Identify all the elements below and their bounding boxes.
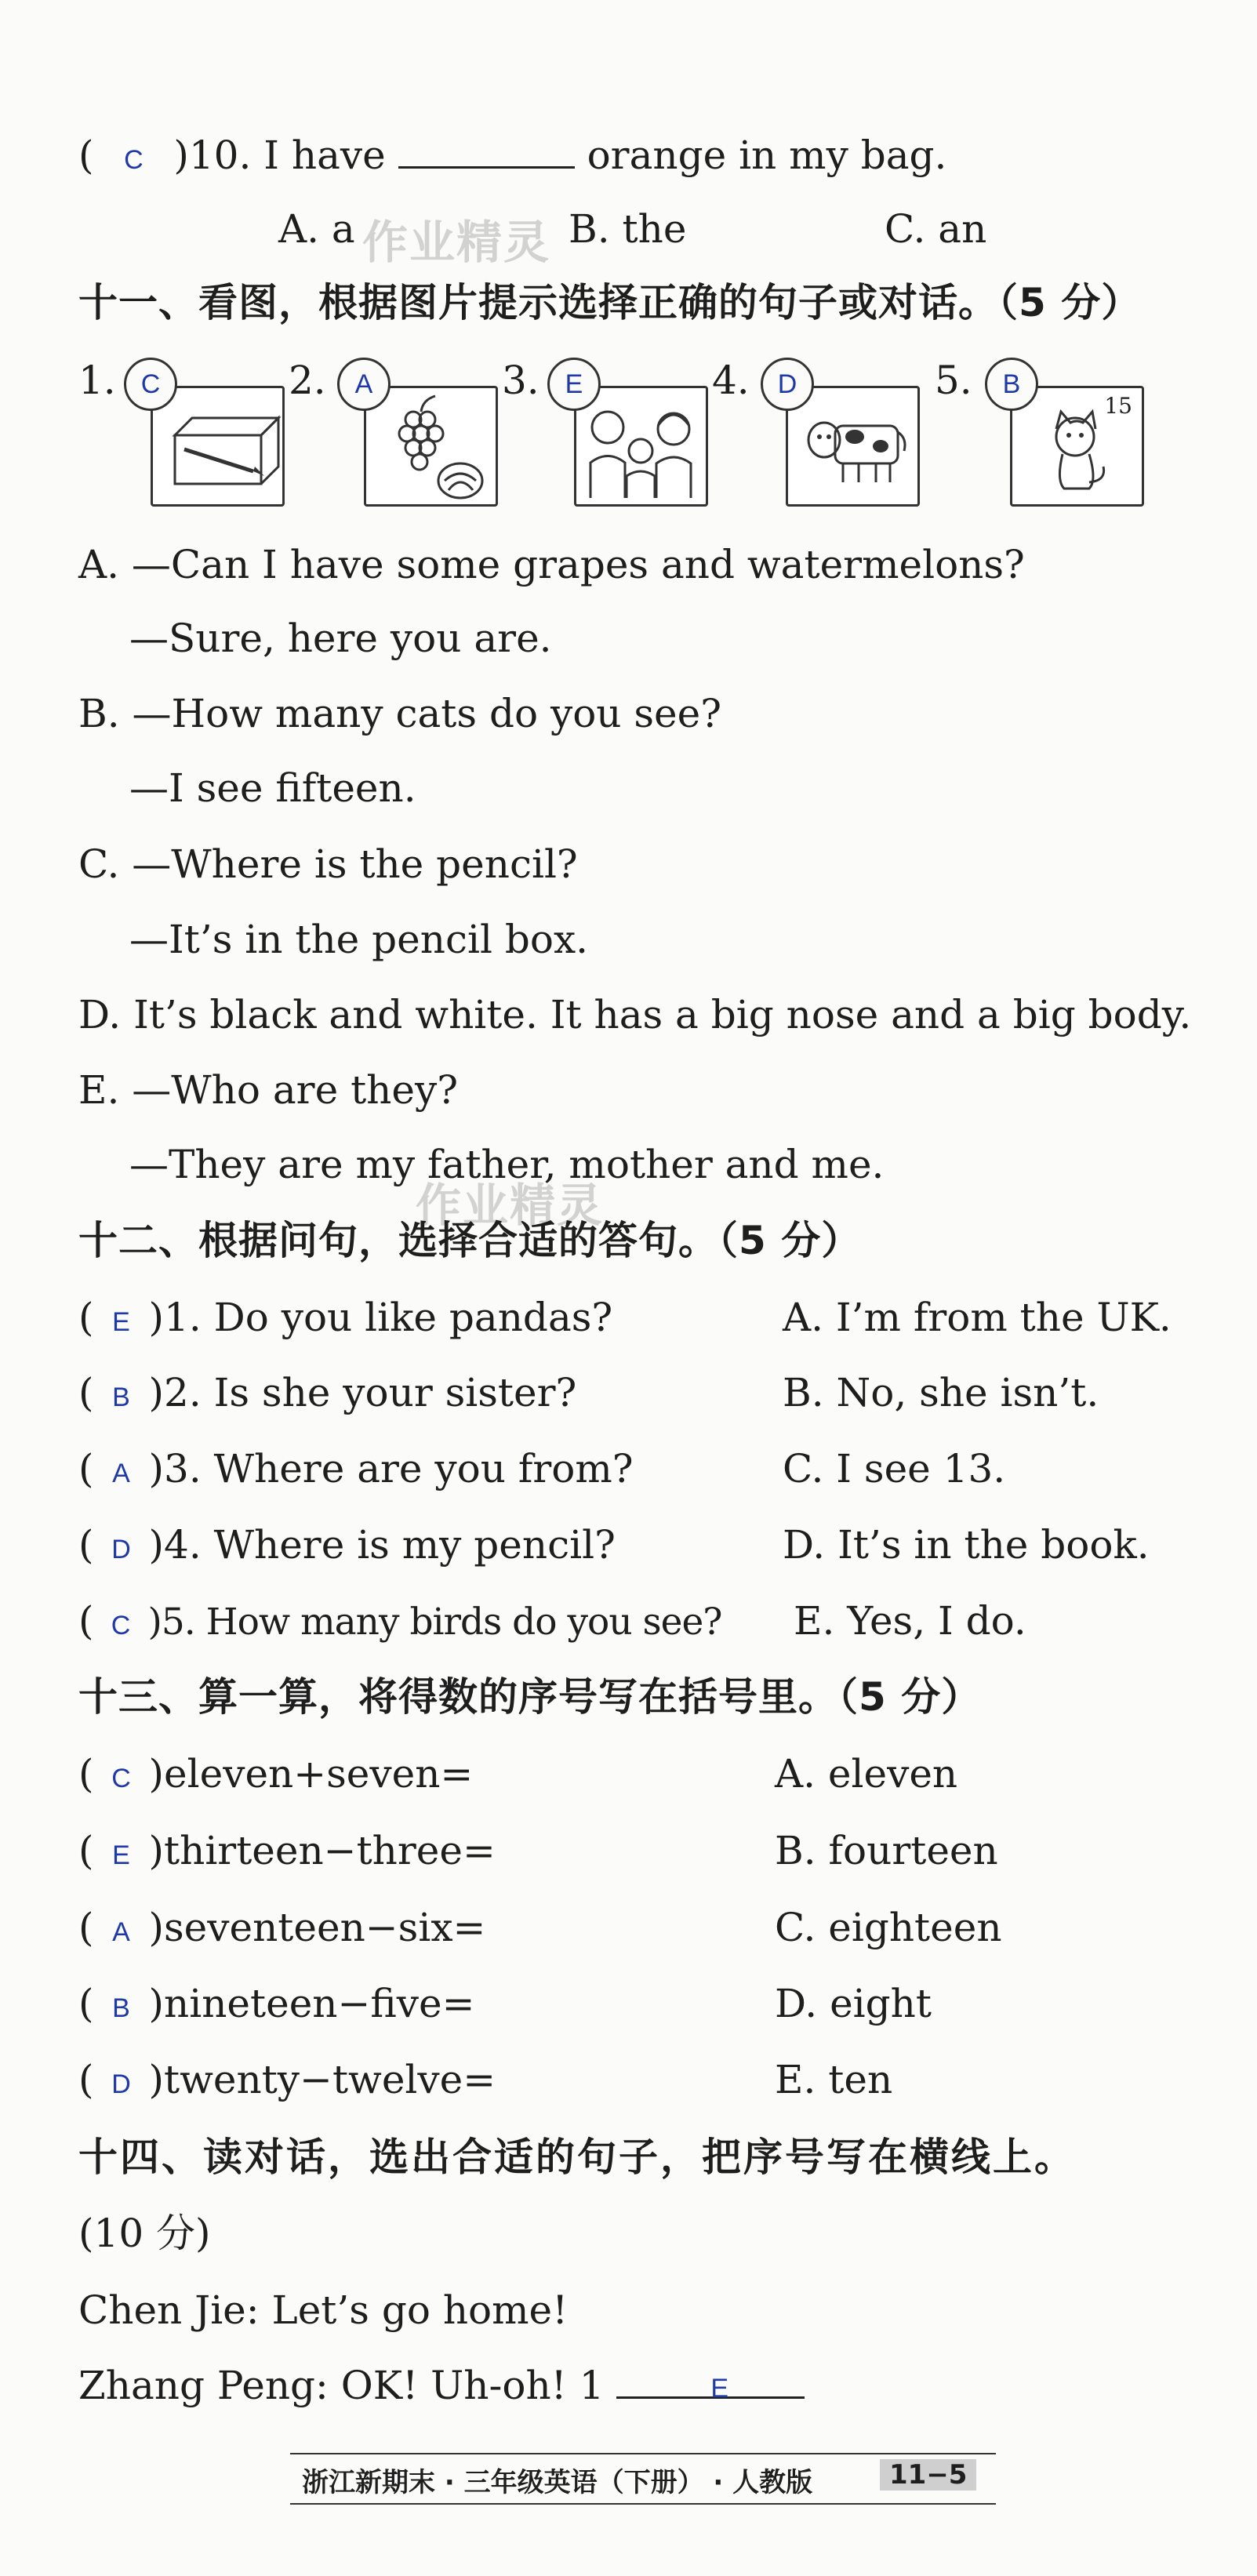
s13-question-5: )twenty−twelve=	[148, 2057, 496, 2102]
s12-option-a: A. I’m from the UK.	[783, 1295, 1172, 1340]
s12-answer-1[interactable]: E	[112, 1307, 130, 1337]
picture-2-number: 2.	[289, 358, 326, 403]
s11-line-d: D. It’s black and white. It has a big nose and a big body.	[78, 992, 1192, 1037]
watermark-1: 作业精灵	[362, 216, 551, 269]
s13-question-4: )nineteen−five=	[148, 1981, 475, 2026]
s12-answer-5[interactable]: C	[111, 1611, 130, 1640]
picture-2-box	[364, 386, 498, 507]
s13-answer-1[interactable]: C	[111, 1764, 131, 1793]
s11-line-a1: A. —Can I have some grapes and watermelons?	[78, 542, 1025, 587]
picture-4-answer: D	[777, 369, 797, 399]
picture-2-answer: A	[354, 369, 373, 399]
s13-answer-2[interactable]: E	[112, 1840, 130, 1870]
section-14-score: (10 分)	[78, 2211, 211, 2256]
s13-answer-4[interactable]: B	[112, 1993, 130, 2023]
s12-option-b: B. No, she isn’t.	[783, 1370, 1099, 1415]
s12-question-3: )3. Where are you from?	[148, 1446, 634, 1491]
picture-3-box	[574, 386, 708, 507]
s12-row-3: ( A )3. Where are you from?	[78, 1445, 634, 1497]
q10-option-b: B. the	[569, 206, 687, 252]
s13-answer-5[interactable]: D	[111, 2069, 131, 2099]
picture-4-box	[786, 386, 920, 507]
picture-3-answer: E	[565, 369, 583, 399]
q10-row	[78, 132, 946, 183]
picture-5-count-label: 15	[1104, 393, 1132, 419]
picture-5-box	[1010, 386, 1144, 507]
picture-3-answer-circle[interactable]	[547, 358, 601, 411]
q10-answer[interactable]: C	[124, 145, 144, 175]
picture-5-number: 5.	[935, 358, 972, 403]
s12-question-5: )5. How many birds do you see?	[147, 1600, 722, 1644]
s12-option-c: C. I see 13.	[783, 1446, 1006, 1491]
s13-row-3: ( A )seventeen−six=	[78, 1904, 485, 1956]
s12-answer-4[interactable]: D	[111, 1535, 131, 1564]
pencil-box-icon	[153, 388, 282, 504]
section-11-title: 十一、看图，根据图片提示选择正确的句子或对话。（5 分）	[78, 280, 1142, 325]
s11-line-b1: B. —How many cats do you see?	[78, 691, 722, 736]
picture-1-number: 1.	[78, 358, 116, 403]
picture-4-answer-circle[interactable]	[761, 358, 814, 411]
s11-line-a2: —Sure, here you are.	[129, 616, 552, 661]
s13-row-5: ( D )twenty−twelve=	[78, 2056, 496, 2108]
s13-option-c: C. eighteen	[775, 1905, 1002, 1950]
s14-answer-1: E	[710, 2374, 729, 2403]
s11-line-c2: —It’s in the pencil box.	[129, 917, 589, 962]
s12-answer-2[interactable]: B	[112, 1382, 130, 1412]
s14-line-1: Chen Jie: Let’s go home!	[78, 2287, 569, 2333]
s12-row-1: ( E )1. Do you like pandas?	[78, 1294, 612, 1346]
picture-5-answer: B	[1002, 369, 1021, 399]
q10-open-paren: (	[78, 133, 94, 178]
section-13-title: 十三、算一算，将得数的序号写在括号里。（5 分）	[78, 1674, 982, 1720]
q10-rest: orange in my bag.	[587, 133, 947, 178]
s11-line-e2: —They are my father, mother and me.	[129, 1142, 885, 1187]
s12-question-2: )2. Is she your sister?	[148, 1370, 577, 1415]
s11-line-c1: C. —Where is the pencil?	[78, 841, 578, 887]
s12-row-4: ( D )4. Where is my pencil?	[78, 1521, 616, 1573]
s12-answer-3[interactable]: A	[112, 1459, 130, 1488]
picture-1-answer-circle[interactable]	[124, 358, 177, 411]
s14-line-2	[78, 2362, 805, 2409]
s11-line-b2: —I see fifteen.	[129, 765, 416, 811]
section-14-title: 十四、读对话，选出合适的句子，把序号写在横线上。	[78, 2135, 1076, 2180]
s11-line-e1: E. —Who are they?	[78, 1067, 459, 1113]
s12-option-d: D. It’s in the book.	[783, 1522, 1150, 1568]
s12-option-e: E. Yes, I do.	[794, 1598, 1026, 1644]
q10-question: )10. I have	[173, 133, 386, 178]
q10-blank[interactable]	[398, 135, 575, 169]
picture-1-box	[151, 386, 285, 507]
grapes-watermelon-icon	[366, 388, 496, 504]
s13-option-e: E. ten	[775, 2057, 893, 2102]
s13-row-2: ( E )thirteen−three=	[78, 1827, 496, 1879]
s13-option-b: B. fourteen	[775, 1828, 998, 1873]
family-icon	[576, 388, 706, 504]
q10-option-c: C. an	[885, 206, 987, 252]
picture-3-number: 3.	[502, 358, 539, 403]
s13-question-2: )thirteen−three=	[148, 1828, 496, 1873]
s13-answer-3[interactable]: A	[112, 1917, 130, 1947]
s12-question-4: )4. Where is my pencil?	[148, 1522, 616, 1568]
s13-option-d: D. eight	[775, 1981, 932, 2026]
picture-4-number: 4.	[712, 358, 750, 403]
s13-row-1: ( C )eleven+seven=	[78, 1750, 473, 1802]
footer-title: 浙江新期末 · 三年级英语（下册） · 人教版	[302, 2467, 813, 2498]
cow-icon	[788, 388, 917, 504]
section-12-title: 十二、根据问句，选择合适的答句。（5 分）	[78, 1218, 862, 1263]
footer-page-number: 11−5	[880, 2459, 976, 2491]
s12-row-2: ( B )2. Is she your sister?	[78, 1369, 576, 1421]
s13-question-1: )eleven+seven=	[148, 1751, 474, 1797]
q10-option-a: A. a	[278, 206, 355, 252]
s14-line-2-text: Zhang Peng: OK! Uh-oh! 1	[78, 2363, 605, 2408]
s12-question-1: )1. Do you like pandas?	[148, 1295, 613, 1340]
watermark-2: 作业精灵	[416, 1179, 605, 1232]
picture-5-answer-circle[interactable]	[985, 358, 1038, 411]
picture-2-answer-circle[interactable]	[337, 358, 391, 411]
s12-row-5: ( C )5. How many birds do you see?	[78, 1597, 722, 1649]
s13-option-a: A. eleven	[775, 1751, 958, 1797]
s13-question-3: )seventeen−six=	[148, 1905, 486, 1950]
picture-1-answer: C	[140, 369, 161, 399]
s14-blank-1[interactable]	[616, 2365, 805, 2403]
s13-row-4: ( B )nineteen−five=	[78, 1980, 474, 2032]
